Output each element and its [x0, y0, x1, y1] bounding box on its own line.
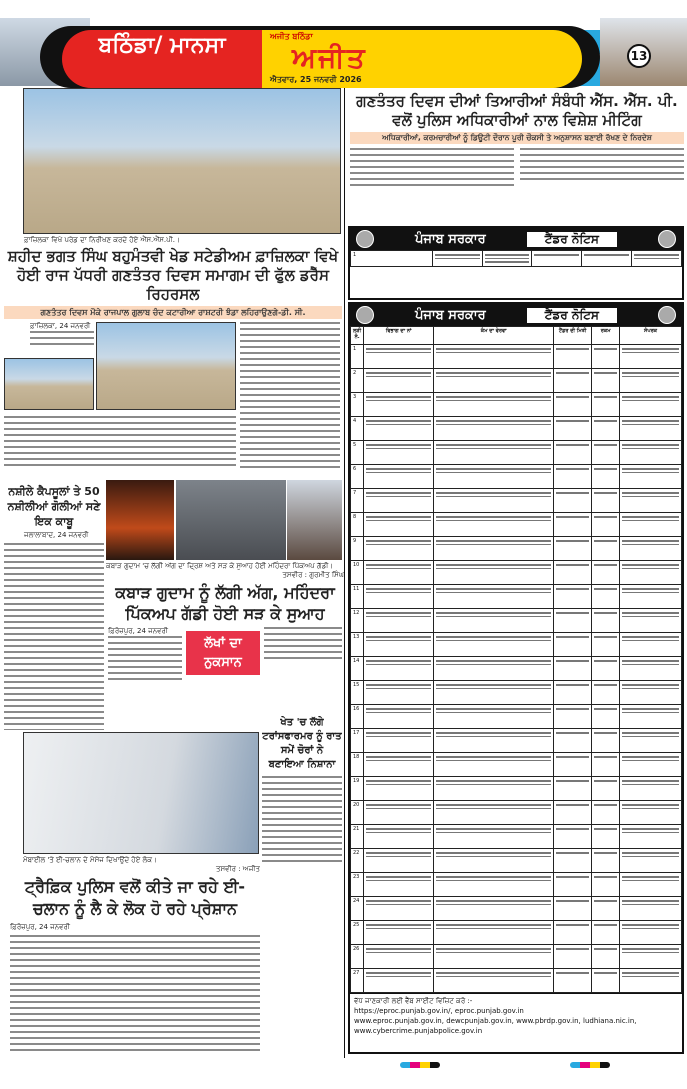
tender-footer-note: ਵੱਧ ਜਾਣਕਾਰੀ ਲਈ ਵੈੱਬ ਸਾਈਟ ਵਿਜ਼ਿਟ ਕਰੋ :- [354, 997, 473, 1005]
theft-headline: ਖੇਤ 'ਚ ਲੱਗੇ ਟਰਾਂਸਫਾਰਮਰ ਨੂੰ ਰਾਤ ਸਮੇਂ ਚੋਰਾਂ ਨੇ ਬਣਾਇਆ ਨਿਸ਼ਾਨਾ [262, 717, 342, 770]
row-number: 17 [351, 729, 364, 753]
lead-headline: ਸ਼ਹੀਦ ਭਗਤ ਸਿੰਘ ਬਹੁਮੰਤਵੀ ਖੇਡ ਸਟੇਡੀਅਮ ਫ਼ਾਜ਼ਿਲਕਾ ਵਿਖੇ ਹੋਈ ਰਾਜ ਪੱਧਰੀ ਗਣਤੰਤਰ ਦਿਵਸ ਸਮਾਗਮ ਦੀ ਫੁੱਲ ਡਰੈੱਸ ਰਿਹਰਸਲ [7, 247, 339, 303]
row-number: 12 [351, 609, 364, 633]
tender-link[interactable]: www.eproc.punjab.gov.in, dewcpunjab.gov.in, www.pbrdp.gov.in, ludhiana.nic.in, [354, 1017, 637, 1025]
tender-footer [350, 993, 682, 1038]
lead-story [4, 236, 342, 472]
column-header: ਲੜੀ ਨੰ. [351, 327, 364, 345]
tender2-row [351, 657, 682, 681]
tender2-row [351, 441, 682, 465]
edition-name [62, 30, 262, 88]
tender2-row [351, 585, 682, 609]
fire-body-col3 [264, 627, 342, 667]
side-story [4, 484, 104, 730]
parade-photo-1 [4, 358, 94, 410]
fire-photo-credit: ਤਸਵੀਰ : ਗੁਰਮੀਤ ਸਿੰਘ [282, 571, 344, 579]
fire-headline: ਕਬਾੜ ਗੁਦਾਮ ਨੂੰ ਲੱਗੀ ਅੱਗ, ਮਹਿੰਦਰਾ ਪਿੱਕਅਪ ਗੱਡੀ ਹੋਈ ਸੜ ਕੇ ਸੁਆਹ [115, 583, 335, 623]
tender2-row [351, 753, 682, 777]
tender2-row [351, 369, 682, 393]
row-number: 18 [351, 753, 364, 777]
tender-notice-1 [348, 226, 684, 300]
tender2-row [351, 921, 682, 945]
tender1-table [350, 250, 682, 267]
row-number: 19 [351, 777, 364, 801]
row-number: 15 [351, 681, 364, 705]
tender2-row [351, 777, 682, 801]
meeting-headline: ਗਣਤੰਤਰ ਦਿਵਸ ਦੀਆਂ ਤਿਆਰੀਆਂ ਸੰਬੰਧੀ ਐੱਸ. ਐੱਸ. ਪੀ. ਵਲੋਂ ਪੁਲਿਸ ਅਧਿਕਾਰੀਆਂ ਨਾਲ ਵਿਸ਼ੇਸ਼ ਮੀਟਿੰਗ [356, 92, 678, 129]
issue-date: ਐਤਵਾਰ, 25 ਜਨਵਰੀ 2026 [270, 75, 362, 84]
meeting-body-2 [520, 148, 684, 190]
tender2-row [351, 561, 682, 585]
logo-block [262, 30, 582, 88]
row-number: 6 [351, 465, 364, 489]
tender2-row [351, 897, 682, 921]
row-number: 23 [351, 873, 364, 897]
fire-body-area [106, 627, 344, 687]
fire-story [106, 562, 344, 687]
tender2-row [351, 537, 682, 561]
column-header: ਵਿਭਾਗ ਦਾ ਨਾਂ [364, 327, 434, 345]
row-number: 1 [351, 251, 433, 267]
row-number: 3 [351, 393, 364, 417]
row-number: 13 [351, 633, 364, 657]
side-story-dateline: ਜਲਾਲਾਬਾਦ, 24 ਜਨਵਰੀ [24, 531, 89, 539]
tender1-govt: ਪੰਜਾਬ ਸਰਕਾਰ [415, 231, 486, 247]
page-number: 13 [627, 44, 651, 68]
lead-body [30, 322, 94, 356]
edition-label: ਬਠਿੰਡਾ/ ਮਾਨਸਾ [98, 33, 226, 58]
row-number: 9 [351, 537, 364, 561]
loss-callout [186, 631, 260, 675]
fire-body-col1 [108, 627, 182, 687]
punjab-emblem-icon [356, 306, 374, 324]
row-number: 26 [351, 945, 364, 969]
tender2-row [351, 969, 682, 993]
tender1-title: ਟੈਂਡਰ ਨੋਟਿਸ [527, 232, 617, 247]
tender2-row [351, 417, 682, 441]
row-number: 20 [351, 801, 364, 825]
tender2-row [351, 489, 682, 513]
meeting-body [350, 148, 514, 190]
lead-subheadline: ਗਣਤੰਤਰ ਦਿਵਸ ਮੌਕੇ ਰਾਜਪਾਲ ਗੁਲਾਬ ਚੰਦ ਕਟਾਰੀਆ ਰਾਸ਼ਟਰੀ ਝੰਡਾ ਲਹਿਰਾਉਣਗੇ-ਡੀ. ਸੀ. [4, 306, 342, 319]
challan-dateline: ਫ਼ਿਰੋਜ਼ਪੁਰ, 24 ਜਨਵਰੀ [10, 923, 70, 931]
lead-dateline: ਫ਼ਾਜ਼ਿਲਕਾ, 24 ਜਨਵਰੀ [30, 322, 91, 330]
tender-link[interactable]: https://eproc.punjab.gov.in/, eproc.punjab.gov.in [354, 1007, 524, 1015]
burnt-vehicle-photo [176, 480, 286, 560]
row-number: 2 [351, 369, 364, 393]
row-number: 22 [351, 849, 364, 873]
lead-body-bottom [4, 416, 236, 472]
newspaper-logo: ਅਜੀਤ [292, 41, 367, 74]
row-number: 5 [351, 441, 364, 465]
meeting-subheadline: ਅਧਿਕਾਰੀਆਂ, ਕਰਮਚਾਰੀਆਂ ਨੂੰ ਡਿਊਟੀ ਦੌਰਾਨ ਪੂਰੀ ਚੌਕਸੀ ਤੇ ਅਨੁਸ਼ਾਸਨ ਬਣਾਈ ਰੱਖਣ ਦੇ ਨਿਰਦੇਸ਼ [350, 132, 684, 144]
seal-icon [658, 230, 676, 248]
row-number: 14 [351, 657, 364, 681]
challan-photo-credit: ਤਸਵੀਰ : ਅਜੀਤ [216, 865, 260, 873]
challan-headline: ਟ੍ਰੈਫ਼ਿਕ ਪੁਲਿਸ ਵਲੋਂ ਕੀਤੇ ਜਾ ਰਹੇ ਈ-ਚਲਾਨ ਨੂੰ ਲੈ ਕੇ ਲੋਕ ਹੋ ਰਹੇ ਪ੍ਰੇਸ਼ਾਨ [24, 877, 246, 918]
tender2-table [350, 326, 682, 993]
tender2-row [351, 681, 682, 705]
column-divider [344, 88, 345, 1058]
row-number: 16 [351, 705, 364, 729]
tender2-row [351, 825, 682, 849]
lead-caption: ਫ਼ਾਜ਼ਿਲਕਾ ਵਿਖੇ ਪਰੇਡ ਦਾ ਨਿਰੀਖਣ ਕਰਦੇ ਹੋਏ ਐੱਸ.ਐੱਸ.ਪੀ.। [24, 236, 180, 244]
column-header: ਰਕਮ [592, 327, 620, 345]
tender2-row [351, 513, 682, 537]
tender2-row [351, 465, 682, 489]
challan-photo [23, 732, 259, 854]
challan-caption: ਮੋਬਾਈਲ 'ਤੇ ਈ-ਚਲਾਨ ਦੇ ਮੈਸੇਜ ਦਿਖਾਉਂਦੇ ਹੋਏ ਲੋਕ। [23, 856, 157, 864]
row-number: 11 [351, 585, 364, 609]
lead-body-col3 [240, 322, 340, 472]
registration-marks [570, 1062, 610, 1068]
tender2-govt: ਪੰਜਾਬ ਸਰਕਾਰ [415, 307, 486, 323]
row-number: 10 [351, 561, 364, 585]
fire-caption: ਕਬਾੜ ਗੁਦਾਮ 'ਚ ਲੱਗੀ ਅੱਗ ਦਾ ਦ੍ਰਿਸ਼ ਅਤੇ ਸੜ ਕੇ ਸੁਆਹ ਹੋਈ ਮਹਿੰਦਰਾ ਪਿੱਕਅਪ ਗੱਡੀ। [106, 562, 334, 570]
row-number: 4 [351, 417, 364, 441]
challan-story [10, 856, 260, 1061]
tender2-row [351, 729, 682, 753]
row-number: 21 [351, 825, 364, 849]
row-number: 7 [351, 489, 364, 513]
side-story-headline: ਨਸ਼ੀਲੇ ਕੈਪਸੂਲਾਂ ਤੇ 50 ਨਸ਼ੀਲੀਆਂ ਗੋਲੀਆਂ ਸਣੇ ਇਕ ਕਾਬੂ [7, 485, 101, 528]
tender2-row [351, 705, 682, 729]
tender1-row [351, 251, 682, 267]
lead-body-area [4, 322, 342, 472]
column-header: ਕੰਮ ਦਾ ਵੇਰਵਾ [434, 327, 554, 345]
column-header: ਟੈਂਡਰ ਦੀ ਮਿਤੀ [554, 327, 592, 345]
seal-icon [658, 306, 676, 324]
tender2-row [351, 609, 682, 633]
tender2-row [351, 945, 682, 969]
tender2-row [351, 345, 682, 369]
tender-notice-2 [348, 302, 684, 1054]
fire-photo [106, 480, 174, 560]
column-header: ਸੰਪਰਕ [620, 327, 682, 345]
tender2-row [351, 393, 682, 417]
row-number: 8 [351, 513, 364, 537]
portrait-photo [287, 480, 342, 560]
tagline: ਅਜੀਤ ਬਠਿੰਡਾ [270, 32, 313, 41]
tender2-title: ਟੈਂਡਰ ਨੋਟਿਸ [527, 308, 617, 323]
row-number: 24 [351, 897, 364, 921]
tender2-row [351, 849, 682, 873]
theft-story [262, 716, 342, 866]
row-number: 27 [351, 969, 364, 993]
row-number: 1 [351, 345, 364, 369]
registration-marks [400, 1062, 440, 1068]
parade-photo-2 [96, 322, 236, 410]
meeting-story [350, 92, 684, 224]
punjab-emblem-icon [356, 230, 374, 248]
tender-link[interactable]: www.cybercrime.punjabpolice.gov.in [354, 1027, 483, 1035]
fire-dateline: ਫ਼ਿਰੋਜ਼ਪੁਰ, 24 ਜਨਵਰੀ [108, 627, 168, 635]
row-number: 25 [351, 921, 364, 945]
tender2-row [351, 633, 682, 657]
loss-callout-text: ਲੱਖਾਂ ਦਾ ਨੁਕਸਾਨ [204, 636, 242, 670]
tender2-row [351, 873, 682, 897]
tender2-row [351, 801, 682, 825]
lead-photo [23, 88, 341, 234]
